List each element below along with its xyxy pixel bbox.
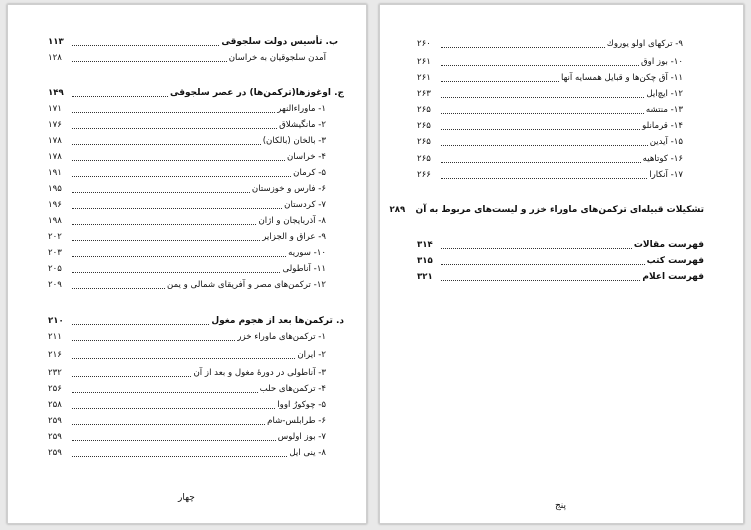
dot-leader	[441, 47, 605, 48]
toc-item-title: ۱۰- بوز اوق	[641, 57, 683, 67]
toc-item[interactable]	[48, 399, 326, 411]
dot-leader	[72, 256, 286, 257]
toc-item[interactable]	[48, 199, 326, 211]
dot-leader	[441, 97, 644, 98]
toc-page-number: ۲۱۶	[48, 350, 62, 360]
dot-leader	[441, 178, 647, 179]
toc-page-number: ۱۱۳	[48, 37, 64, 47]
toc-item[interactable]	[48, 415, 326, 427]
toc-page-number: ۲۵۸	[48, 400, 62, 410]
dot-leader	[72, 424, 265, 425]
toc-item[interactable]	[417, 88, 683, 100]
dot-leader	[72, 288, 165, 289]
dot-leader	[441, 113, 644, 114]
dot-leader	[72, 240, 260, 241]
toc-page-number: ۲۶۵	[417, 154, 431, 164]
toc-item-title: ۹- تركهاى اولو يوروك	[606, 39, 683, 49]
toc-page-number: ۲۰۹	[48, 280, 62, 290]
toc-item[interactable]	[48, 279, 326, 291]
dot-leader	[72, 376, 191, 377]
toc-page-number: ۳۱۴	[417, 240, 433, 250]
toc-item[interactable]	[417, 72, 683, 84]
toc-item[interactable]	[48, 383, 326, 395]
toc-item-title: ۴- خراسان	[286, 152, 326, 162]
toc-item[interactable]	[417, 56, 683, 68]
toc-item-title: آمدن سلجوقيان به خراسان	[228, 53, 326, 63]
toc-page-number: ۲۵۹	[48, 416, 62, 426]
toc-page-number: ۱۲۸	[48, 53, 62, 63]
toc-heading[interactable]	[48, 87, 344, 99]
dot-leader	[72, 224, 256, 225]
toc-heading[interactable]	[389, 204, 704, 216]
toc-page-number: ۱۹۸	[48, 216, 62, 226]
dot-leader	[72, 340, 235, 341]
toc-page-number: ۲۵۶	[48, 384, 62, 394]
toc-item[interactable]	[48, 183, 326, 195]
toc-page-number: ۲۰۳	[48, 248, 62, 258]
toc-item-title: ۱۱- آق چكن‌ها و قبايل همسايه آنها	[560, 73, 683, 83]
toc-heading-title: تشكيلات قبيله‌اى تركمن‌هاى ماوراء خزر و ليست‌هاى مربوط به آن	[415, 205, 704, 215]
toc-item[interactable]	[48, 367, 326, 379]
toc-item[interactable]	[417, 38, 683, 50]
toc-item[interactable]	[48, 247, 326, 259]
dot-leader	[72, 324, 209, 325]
dot-leader	[72, 272, 280, 273]
dot-leader	[441, 280, 640, 281]
right-page	[379, 4, 744, 524]
toc-page-number: ۱۴۹	[48, 88, 64, 98]
toc-heading-title: ج. اوغوزها(تركمن‌ها) در عصر سلجوقى	[170, 88, 344, 98]
toc-heading[interactable]	[417, 255, 704, 267]
toc-item-title: ۸- ينى ايل	[289, 448, 326, 458]
toc-page-number: ۲۶۵	[417, 137, 431, 147]
toc-item-title: ۲- ايران	[297, 350, 326, 360]
toc-page-number: ۲۰۵	[48, 264, 62, 274]
toc-item-title: ۱- ماوراءالنهر	[277, 104, 326, 114]
toc-item[interactable]	[48, 135, 326, 147]
toc-item-title: ۱۲- تركمن‌هاى مصر و آفريقاى شمالى و يمن	[167, 280, 326, 290]
toc-page-number: ۱۷۸	[48, 152, 62, 162]
toc-item[interactable]	[48, 447, 326, 459]
toc-heading-title: فهرست مقالات	[633, 240, 704, 250]
toc-page-number: ۲۶۰	[417, 39, 431, 49]
dot-leader	[72, 358, 295, 359]
dot-leader	[72, 128, 277, 129]
toc-page-number: ۲۶۶	[417, 170, 431, 180]
dot-leader	[72, 112, 275, 113]
dot-leader	[72, 144, 261, 145]
page-number-footer: چهار	[178, 493, 195, 503]
dot-leader	[441, 162, 641, 163]
toc-item[interactable]	[48, 431, 326, 443]
toc-item-title: ۸- آذربايجان و اژان	[258, 216, 326, 226]
toc-item[interactable]	[48, 231, 326, 243]
toc-item[interactable]	[417, 120, 683, 132]
toc-page-number: ۲۱۱	[48, 332, 62, 342]
toc-item-title: ۳- بالخان (بالكان)	[262, 136, 326, 146]
dot-leader	[72, 96, 168, 97]
dot-leader	[72, 160, 285, 161]
toc-item[interactable]	[48, 215, 326, 227]
toc-item-title: ۱۷- آنكارا	[649, 170, 683, 180]
toc-page-number: ۲۱۰	[48, 316, 64, 326]
toc-item-title: ۶- طرابلس-شام	[267, 416, 326, 426]
toc-page-number: ۳۲۱	[417, 272, 433, 282]
toc-item-title: ۱۰- سوريه	[288, 248, 326, 258]
toc-item[interactable]	[48, 52, 326, 64]
toc-item[interactable]	[48, 331, 326, 343]
dot-leader	[441, 248, 632, 249]
toc-item-title: ۱۶- كوتاهيه	[642, 154, 683, 164]
toc-page-number: ۱۷۸	[48, 136, 62, 146]
dot-leader	[72, 408, 275, 409]
toc-heading[interactable]	[48, 36, 338, 48]
toc-item[interactable]	[48, 103, 326, 115]
dot-leader	[441, 264, 645, 265]
toc-item[interactable]	[417, 169, 683, 181]
dot-leader	[441, 81, 559, 82]
toc-page-number: ۲۶۳	[417, 89, 431, 99]
toc-item-title: ۱۵- آيدين	[649, 137, 683, 147]
toc-page-number: ۲۵۹	[48, 448, 62, 458]
toc-page-number: ۱۹۶	[48, 200, 62, 210]
toc-item-title: ۱۱- آناطولى	[282, 264, 326, 274]
toc-page-number: ۲۶۵	[417, 121, 431, 131]
dot-leader	[72, 208, 282, 209]
toc-item-title: ۱۴- قرمانلو	[642, 121, 683, 131]
toc-item-title: ۵- كرمان	[293, 168, 326, 178]
left-page	[7, 4, 367, 524]
toc-page-number: ۳۱۵	[417, 256, 433, 266]
toc-heading[interactable]	[417, 239, 704, 251]
toc-heading[interactable]	[48, 315, 344, 327]
toc-item[interactable]	[48, 167, 326, 179]
toc-heading-title: د. تركمن‌ها بعد از هجوم مغول	[211, 316, 344, 326]
toc-page-number: ۱۷۶	[48, 120, 62, 130]
toc-item-title: ۳- آناطولى در دورهٔ مغول و بعد از آن	[193, 368, 326, 378]
toc-item-title: ۲- مانگيشلاق	[279, 120, 326, 130]
toc-heading[interactable]	[417, 271, 704, 283]
toc-item-title: ۹- عراق و الجزاير	[262, 232, 326, 242]
toc-page-number: ۱۷۱	[48, 104, 62, 114]
dot-leader	[72, 61, 227, 62]
toc-item[interactable]	[417, 153, 683, 165]
toc-heading-title: فهرست اعلام	[642, 272, 704, 282]
toc-heading-title: ب. تأسيس دولت سلجوقى	[221, 37, 338, 47]
toc-page-number: ۲۶۵	[417, 105, 431, 115]
dot-leader	[72, 440, 276, 441]
dot-leader	[72, 456, 287, 457]
toc-item[interactable]	[48, 151, 326, 163]
toc-page-number: ۱۹۵	[48, 184, 62, 194]
dot-leader	[441, 129, 640, 130]
toc-item-title: ۱۳- منتشه	[645, 105, 683, 115]
toc-item-title: ۴- تركمن‌هاى حلب	[259, 384, 326, 394]
dot-leader	[441, 65, 639, 66]
toc-heading-title: فهرست كتب	[646, 256, 704, 266]
dot-leader	[72, 192, 250, 193]
toc-item[interactable]	[48, 349, 326, 361]
dot-leader	[72, 45, 219, 46]
page-number-footer: پنج	[555, 501, 567, 511]
toc-item-title: ۱۲- ايچ‌ايل	[646, 89, 683, 99]
toc-item-title: ۱- تركمن‌هاى ماوراء خزر	[237, 332, 326, 342]
toc-item[interactable]	[48, 119, 326, 131]
toc-item-title: ۷- كردستان	[284, 200, 326, 210]
toc-item[interactable]	[417, 104, 683, 116]
toc-page-number: ۲۰۲	[48, 232, 62, 242]
toc-item-title: ۶- فارس و خوزستان	[251, 184, 326, 194]
toc-page-number: ۲۳۲	[48, 368, 62, 378]
toc-item[interactable]	[417, 136, 683, 148]
toc-item-title: ۵- چوكورُ اووا	[277, 400, 326, 410]
toc-item[interactable]	[48, 263, 326, 275]
toc-page-number: ۲۶۱	[417, 57, 431, 67]
toc-page-number: ۲۸۹	[389, 205, 406, 215]
dot-leader	[72, 392, 258, 393]
toc-page-number: ۲۶۱	[417, 73, 431, 83]
toc-page-number: ۱۹۱	[48, 168, 62, 178]
dot-leader	[441, 145, 648, 146]
toc-page-number: ۲۵۹	[48, 432, 62, 442]
toc-item-title: ۷- بوز اولوس	[277, 432, 326, 442]
dot-leader	[72, 176, 291, 177]
